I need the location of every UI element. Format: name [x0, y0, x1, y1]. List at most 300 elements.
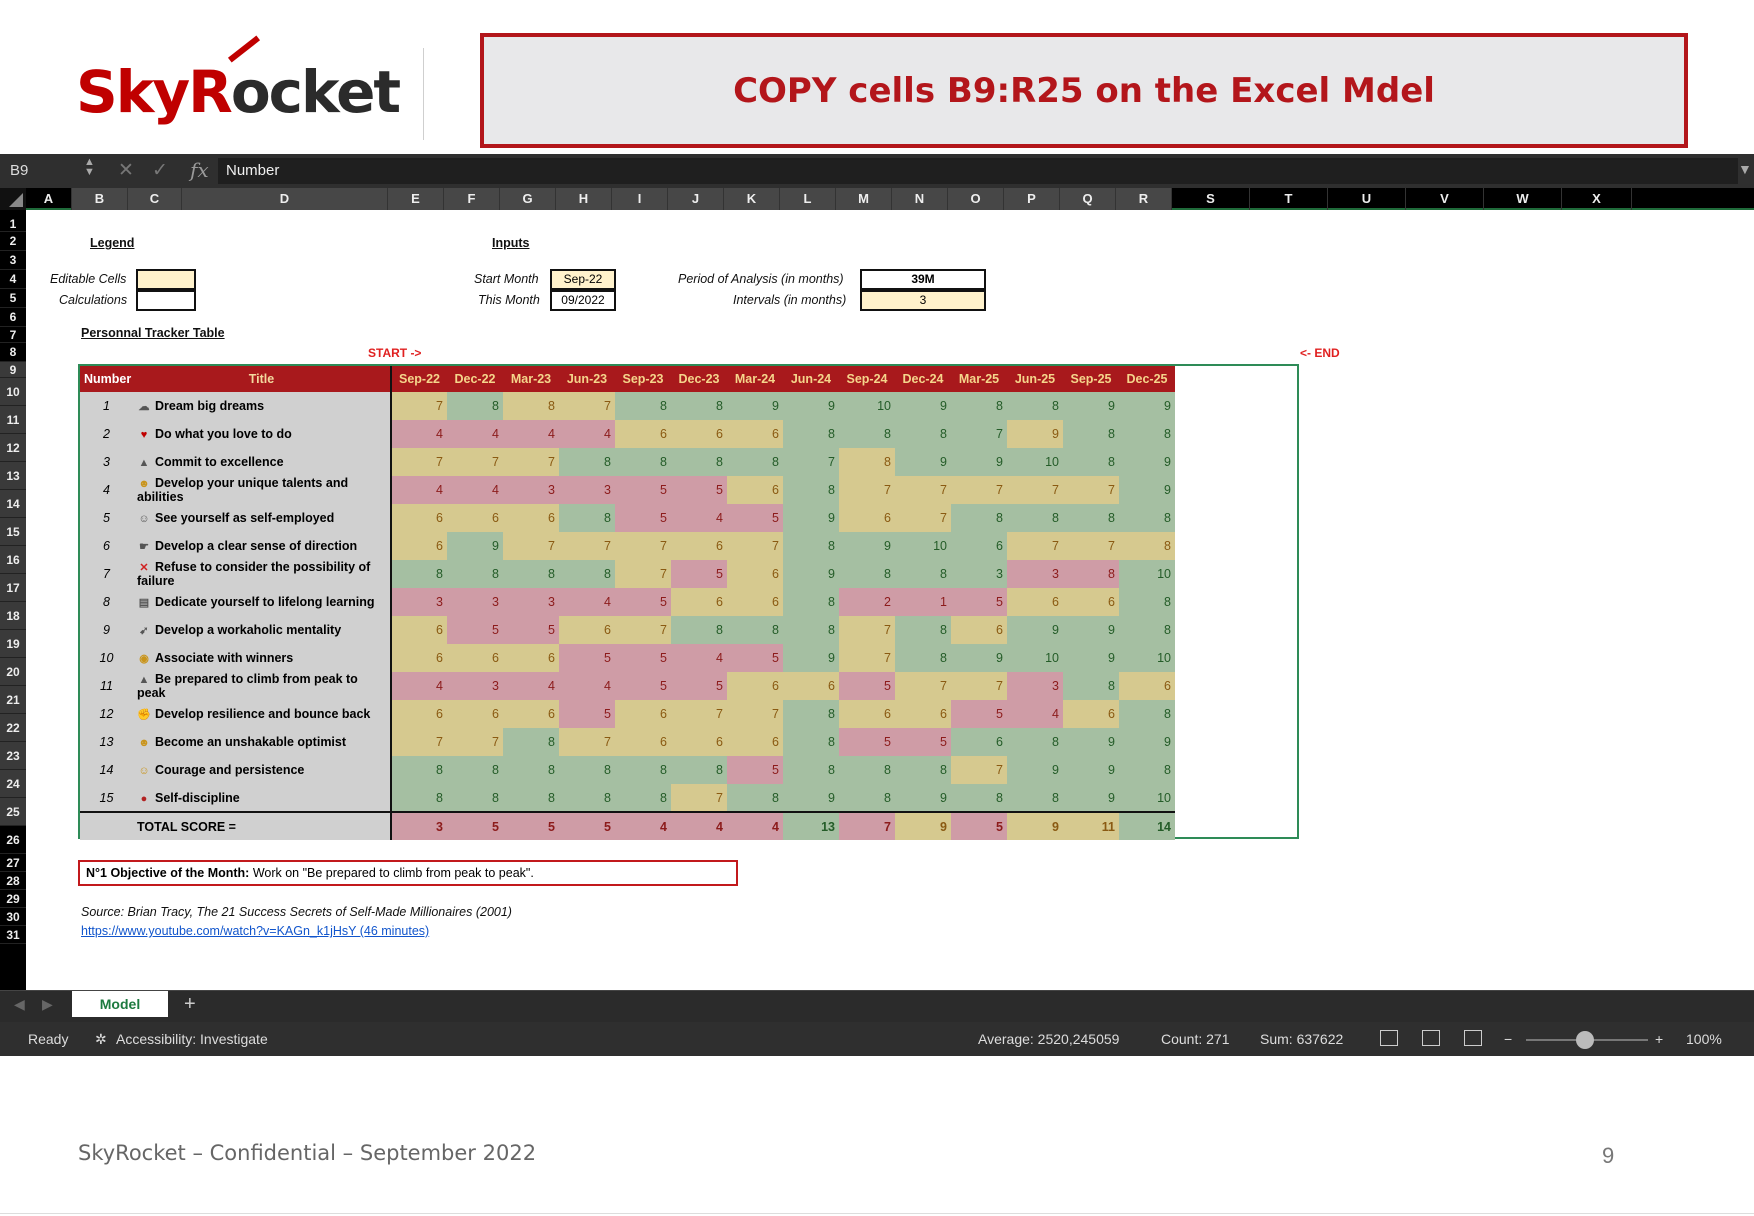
row-title-cell[interactable]	[133, 560, 391, 588]
score-cell[interactable]: 8	[559, 560, 615, 588]
score-cell[interactable]: 6	[783, 672, 839, 700]
score-cell[interactable]: 6	[727, 588, 783, 616]
namebox-stepper-icon[interactable]: ▲ ▼	[84, 156, 95, 178]
accessibility-icon[interactable]: ✲	[95, 1031, 107, 1047]
score-cell[interactable]: 5	[727, 756, 783, 784]
total-score-cell[interactable]: 4	[671, 812, 727, 840]
sheet-tab-model[interactable]: Model	[72, 991, 168, 1017]
column-header-b[interactable]: B	[72, 188, 128, 210]
column-header-n[interactable]: N	[892, 188, 948, 210]
score-cell[interactable]: 7	[391, 392, 447, 420]
score-cell[interactable]: 8	[503, 392, 559, 420]
score-cell[interactable]: 8	[559, 504, 615, 532]
score-cell[interactable]: 6	[503, 644, 559, 672]
score-cell[interactable]: 9	[895, 784, 951, 812]
score-cell[interactable]: 5	[671, 476, 727, 504]
score-cell[interactable]: 8	[671, 392, 727, 420]
score-cell[interactable]: 10	[1119, 644, 1175, 672]
score-cell[interactable]: 8	[391, 784, 447, 812]
column-header-v[interactable]: V	[1406, 188, 1484, 210]
score-cell[interactable]: 3	[1007, 560, 1063, 588]
row-header-20[interactable]: 20	[0, 658, 26, 686]
score-cell[interactable]: 8	[1007, 784, 1063, 812]
score-cell[interactable]: 7	[615, 616, 671, 644]
score-cell[interactable]: 7	[671, 784, 727, 812]
score-cell[interactable]: 6	[727, 560, 783, 588]
score-cell[interactable]: 8	[671, 448, 727, 476]
row-header-5[interactable]: 5	[0, 289, 26, 308]
score-cell[interactable]: 6	[671, 728, 727, 756]
score-cell[interactable]: 3	[559, 476, 615, 504]
row-title-cell[interactable]	[133, 532, 391, 560]
score-cell[interactable]: 8	[783, 728, 839, 756]
score-cell[interactable]: 6	[727, 476, 783, 504]
score-cell[interactable]: 8	[783, 476, 839, 504]
score-cell[interactable]: 6	[391, 644, 447, 672]
column-header-x[interactable]: X	[1562, 188, 1632, 210]
score-cell[interactable]: 9	[1063, 784, 1119, 812]
total-score-cell[interactable]: 5	[559, 812, 615, 840]
score-cell[interactable]: 2	[839, 588, 895, 616]
score-cell[interactable]: 7	[951, 756, 1007, 784]
score-cell[interactable]: 9	[783, 560, 839, 588]
score-cell[interactable]: 5	[559, 700, 615, 728]
score-cell[interactable]: 8	[783, 756, 839, 784]
score-cell[interactable]: 8	[1063, 504, 1119, 532]
score-cell[interactable]: 4	[671, 644, 727, 672]
row-header-3[interactable]: 3	[0, 251, 26, 270]
score-cell[interactable]: 3	[503, 588, 559, 616]
score-cell[interactable]: 5	[895, 728, 951, 756]
row-number[interactable]: 1	[80, 392, 133, 420]
total-score-cell[interactable]: 11	[1063, 812, 1119, 840]
column-header-m[interactable]: M	[836, 188, 892, 210]
score-cell[interactable]: 7	[951, 476, 1007, 504]
score-cell[interactable]: 6	[1007, 588, 1063, 616]
status-accessibility[interactable]: Accessibility: Investigate	[116, 1031, 268, 1047]
score-cell[interactable]: 8	[839, 448, 895, 476]
cancel-icon[interactable]: ✕	[118, 160, 134, 181]
score-cell[interactable]: 8	[895, 644, 951, 672]
score-cell[interactable]: 5	[727, 644, 783, 672]
score-cell[interactable]: 8	[503, 784, 559, 812]
score-cell[interactable]: 9	[1007, 420, 1063, 448]
score-cell[interactable]: 8	[783, 532, 839, 560]
row-header-7[interactable]: 7	[0, 327, 26, 343]
score-cell[interactable]: 8	[559, 784, 615, 812]
row-title-cell[interactable]	[133, 476, 391, 504]
score-cell[interactable]: 6	[615, 420, 671, 448]
row-title-cell[interactable]	[133, 700, 391, 728]
prev-sheet-icon[interactable]: ◀	[14, 996, 25, 1012]
score-cell[interactable]: 5	[615, 588, 671, 616]
score-cell[interactable]: 3	[951, 560, 1007, 588]
zoom-in-icon[interactable]: +	[1655, 1031, 1664, 1047]
score-cell[interactable]: 8	[783, 700, 839, 728]
score-cell[interactable]: 9	[1063, 392, 1119, 420]
score-cell[interactable]: 8	[1007, 504, 1063, 532]
score-cell[interactable]: 8	[1063, 420, 1119, 448]
score-cell[interactable]: 8	[447, 392, 503, 420]
row-title-cell[interactable]	[133, 504, 391, 532]
zoom-level[interactable]: 100%	[1686, 1031, 1722, 1047]
row-header-16[interactable]: 16	[0, 546, 26, 574]
score-cell[interactable]: 8	[671, 756, 727, 784]
score-cell[interactable]: 9	[1007, 756, 1063, 784]
score-cell[interactable]: 6	[1063, 588, 1119, 616]
score-cell[interactable]: 4	[391, 672, 447, 700]
score-cell[interactable]: 6	[727, 728, 783, 756]
score-cell[interactable]: 7	[951, 672, 1007, 700]
score-cell[interactable]: 9	[783, 504, 839, 532]
tracker-table-selection[interactable]	[78, 364, 1299, 839]
column-header-e[interactable]: E	[388, 188, 444, 210]
zoom-out-icon[interactable]: −	[1504, 1031, 1513, 1047]
score-cell[interactable]: 7	[559, 392, 615, 420]
score-cell[interactable]: 9	[895, 392, 951, 420]
select-all-corner[interactable]	[0, 188, 26, 210]
row-header-6[interactable]: 6	[0, 308, 26, 327]
score-cell[interactable]: 5	[839, 672, 895, 700]
score-cell[interactable]: 9	[951, 644, 1007, 672]
score-cell[interactable]: 9	[1119, 728, 1175, 756]
row-header-13[interactable]: 13	[0, 462, 26, 490]
score-cell[interactable]: 8	[615, 392, 671, 420]
score-cell[interactable]: 6	[727, 672, 783, 700]
score-cell[interactable]: 8	[895, 616, 951, 644]
row-header-4[interactable]: 4	[0, 270, 26, 289]
column-header-u[interactable]: U	[1328, 188, 1406, 210]
score-cell[interactable]: 8	[503, 560, 559, 588]
score-cell[interactable]: 8	[895, 756, 951, 784]
score-cell[interactable]: 8	[615, 448, 671, 476]
score-cell[interactable]: 3	[391, 588, 447, 616]
score-cell[interactable]: 7	[559, 728, 615, 756]
score-cell[interactable]: 1	[895, 588, 951, 616]
row-header-10[interactable]: 10	[0, 378, 26, 406]
score-cell[interactable]: 3	[1007, 672, 1063, 700]
row-header-1[interactable]: 1	[0, 216, 26, 232]
score-cell[interactable]: 6	[727, 420, 783, 448]
score-cell[interactable]: 5	[671, 672, 727, 700]
score-cell[interactable]: 7	[1007, 476, 1063, 504]
page-layout-view-icon[interactable]	[1422, 1030, 1440, 1046]
score-cell[interactable]: 8	[1119, 504, 1175, 532]
score-cell[interactable]: 7	[895, 672, 951, 700]
score-cell[interactable]: 9	[895, 448, 951, 476]
score-cell[interactable]: 5	[671, 560, 727, 588]
score-cell[interactable]: 7	[727, 532, 783, 560]
row-title-cell[interactable]	[133, 588, 391, 616]
score-cell[interactable]: 8	[503, 728, 559, 756]
row-header-22[interactable]: 22	[0, 714, 26, 742]
score-cell[interactable]: 6	[951, 728, 1007, 756]
row-number[interactable]: 15	[80, 784, 133, 812]
total-score-cell[interactable]: 5	[951, 812, 1007, 840]
score-cell[interactable]: 5	[615, 644, 671, 672]
score-cell[interactable]: 6	[671, 420, 727, 448]
row-number[interactable]: 11	[80, 672, 133, 700]
score-cell[interactable]: 7	[783, 448, 839, 476]
score-cell[interactable]: 7	[839, 476, 895, 504]
score-cell[interactable]: 5	[839, 728, 895, 756]
score-cell[interactable]: 8	[895, 560, 951, 588]
score-cell[interactable]: 3	[447, 672, 503, 700]
score-cell[interactable]: 8	[1119, 420, 1175, 448]
column-header-a[interactable]: A	[26, 188, 72, 210]
sheet-grid[interactable]	[26, 210, 1754, 990]
next-sheet-icon[interactable]: ▶	[42, 996, 53, 1012]
column-header-i[interactable]: I	[612, 188, 668, 210]
score-cell[interactable]: 8	[839, 420, 895, 448]
row-header-9[interactable]: 9	[0, 362, 26, 378]
score-cell[interactable]: 7	[503, 532, 559, 560]
column-header-t[interactable]: T	[1250, 188, 1328, 210]
score-cell[interactable]: 9	[1007, 616, 1063, 644]
score-cell[interactable]: 4	[503, 420, 559, 448]
score-cell[interactable]: 9	[1063, 728, 1119, 756]
score-cell[interactable]: 8	[783, 616, 839, 644]
row-header-2[interactable]: 2	[0, 232, 26, 251]
add-sheet-icon[interactable]: +	[184, 993, 196, 1015]
column-header-g[interactable]: G	[500, 188, 556, 210]
score-cell[interactable]: 5	[615, 672, 671, 700]
score-cell[interactable]: 5	[615, 476, 671, 504]
score-cell[interactable]: 8	[1119, 616, 1175, 644]
score-cell[interactable]: 6	[447, 504, 503, 532]
score-cell[interactable]: 8	[951, 784, 1007, 812]
score-cell[interactable]: 9	[783, 644, 839, 672]
row-title-cell[interactable]	[133, 616, 391, 644]
row-header-21[interactable]: 21	[0, 686, 26, 714]
column-header-f[interactable]: F	[444, 188, 500, 210]
normal-view-icon[interactable]	[1380, 1030, 1398, 1046]
score-cell[interactable]: 6	[615, 728, 671, 756]
score-cell[interactable]: 9	[1063, 644, 1119, 672]
score-cell[interactable]: 10	[1119, 560, 1175, 588]
score-cell[interactable]: 8	[447, 756, 503, 784]
score-cell[interactable]: 8	[783, 420, 839, 448]
score-cell[interactable]: 10	[895, 532, 951, 560]
column-header-d[interactable]: D	[182, 188, 388, 210]
row-header-31[interactable]: 31	[0, 926, 26, 944]
score-cell[interactable]: 8	[615, 756, 671, 784]
score-cell[interactable]: 10	[1007, 448, 1063, 476]
score-cell[interactable]: 4	[391, 476, 447, 504]
row-header-28[interactable]: 28	[0, 872, 26, 890]
score-cell[interactable]: 8	[727, 616, 783, 644]
score-cell[interactable]: 5	[951, 588, 1007, 616]
score-cell[interactable]: 8	[559, 756, 615, 784]
score-cell[interactable]: 6	[391, 532, 447, 560]
row-title-cell[interactable]	[133, 392, 391, 420]
total-score-cell[interactable]: 9	[1007, 812, 1063, 840]
score-cell[interactable]: 9	[1063, 756, 1119, 784]
total-score-cell[interactable]: 4	[727, 812, 783, 840]
row-number[interactable]: 8	[80, 588, 133, 616]
column-header-s[interactable]: S	[1172, 188, 1250, 210]
score-cell[interactable]: 6	[503, 700, 559, 728]
score-cell[interactable]: 6	[559, 616, 615, 644]
score-cell[interactable]: 6	[951, 532, 1007, 560]
score-cell[interactable]: 10	[839, 392, 895, 420]
score-cell[interactable]: 6	[951, 616, 1007, 644]
score-cell[interactable]: 6	[1063, 700, 1119, 728]
score-cell[interactable]: 6	[839, 504, 895, 532]
score-cell[interactable]: 6	[447, 644, 503, 672]
column-header-c[interactable]: C	[128, 188, 182, 210]
row-title-cell[interactable]	[133, 672, 391, 700]
score-cell[interactable]: 7	[615, 532, 671, 560]
score-cell[interactable]: 6	[895, 700, 951, 728]
total-score-cell[interactable]: 5	[447, 812, 503, 840]
score-cell[interactable]: 4	[503, 672, 559, 700]
score-cell[interactable]: 5	[559, 644, 615, 672]
score-cell[interactable]: 8	[1119, 700, 1175, 728]
score-cell[interactable]: 5	[447, 616, 503, 644]
row-header-29[interactable]: 29	[0, 890, 26, 908]
row-number[interactable]: 2	[80, 420, 133, 448]
row-header-30[interactable]: 30	[0, 908, 26, 926]
score-cell[interactable]: 8	[1007, 728, 1063, 756]
score-cell[interactable]: 7	[839, 644, 895, 672]
score-cell[interactable]: 8	[1063, 560, 1119, 588]
score-cell[interactable]: 8	[615, 784, 671, 812]
score-cell[interactable]: 3	[503, 476, 559, 504]
score-cell[interactable]: 5	[727, 504, 783, 532]
row-number[interactable]: 6	[80, 532, 133, 560]
total-score-cell[interactable]: 13	[783, 812, 839, 840]
row-header-12[interactable]: 12	[0, 434, 26, 462]
total-score-cell[interactable]: 4	[615, 812, 671, 840]
score-cell[interactable]: 6	[391, 616, 447, 644]
score-cell[interactable]: 7	[727, 700, 783, 728]
zoom-slider-knob[interactable]	[1576, 1031, 1594, 1049]
score-cell[interactable]: 9	[1063, 616, 1119, 644]
score-cell[interactable]: 8	[391, 560, 447, 588]
row-title-cell[interactable]	[133, 756, 391, 784]
row-number[interactable]: 13	[80, 728, 133, 756]
column-header-h[interactable]: H	[556, 188, 612, 210]
score-cell[interactable]: 8	[951, 392, 1007, 420]
score-cell[interactable]: 9	[1119, 448, 1175, 476]
total-score-cell[interactable]: 9	[895, 812, 951, 840]
column-header-o[interactable]: O	[948, 188, 1004, 210]
score-cell[interactable]: 8	[783, 588, 839, 616]
score-cell[interactable]: 5	[503, 616, 559, 644]
row-number[interactable]: 14	[80, 756, 133, 784]
score-cell[interactable]: 4	[671, 504, 727, 532]
column-header-k[interactable]: K	[724, 188, 780, 210]
score-cell[interactable]: 7	[1063, 532, 1119, 560]
score-cell[interactable]: 7	[615, 560, 671, 588]
score-cell[interactable]: 7	[559, 532, 615, 560]
score-cell[interactable]: 7	[951, 420, 1007, 448]
score-cell[interactable]: 7	[671, 700, 727, 728]
row-header-11[interactable]: 11	[0, 406, 26, 434]
score-cell[interactable]: 7	[391, 728, 447, 756]
score-cell[interactable]: 8	[559, 448, 615, 476]
score-cell[interactable]: 8	[839, 560, 895, 588]
column-header-p[interactable]: P	[1004, 188, 1060, 210]
score-cell[interactable]: 9	[783, 392, 839, 420]
row-header-14[interactable]: 14	[0, 490, 26, 518]
column-header-w[interactable]: W	[1484, 188, 1562, 210]
row-number[interactable]: 9	[80, 616, 133, 644]
score-cell[interactable]: 6	[447, 700, 503, 728]
row-title-cell[interactable]	[133, 784, 391, 812]
score-cell[interactable]: 8	[1119, 588, 1175, 616]
score-cell[interactable]: 8	[727, 784, 783, 812]
score-cell[interactable]: 6	[391, 700, 447, 728]
total-score-cell[interactable]: 14	[1119, 812, 1175, 840]
score-cell[interactable]: 4	[447, 476, 503, 504]
formula-expand-icon[interactable]: ▼	[1738, 161, 1752, 177]
row-header-17[interactable]: 17	[0, 574, 26, 602]
score-cell[interactable]: 7	[503, 448, 559, 476]
total-score-cell[interactable]: 5	[503, 812, 559, 840]
score-cell[interactable]: 3	[447, 588, 503, 616]
score-cell[interactable]: 8	[391, 756, 447, 784]
row-header-19[interactable]: 19	[0, 630, 26, 658]
row-number[interactable]: 4	[80, 476, 133, 504]
score-cell[interactable]: 8	[1007, 392, 1063, 420]
column-header-l[interactable]: L	[780, 188, 836, 210]
score-cell[interactable]: 6	[615, 700, 671, 728]
score-cell[interactable]: 9	[1119, 392, 1175, 420]
source-link[interactable]: https://www.youtube.com/watch?v=KAGn_k1jHsY (46 minutes)	[81, 924, 430, 938]
score-cell[interactable]: 7	[1007, 532, 1063, 560]
score-cell[interactable]: 9	[951, 448, 1007, 476]
score-cell[interactable]: 8	[951, 504, 1007, 532]
score-cell[interactable]: 6	[391, 504, 447, 532]
score-cell[interactable]: 8	[1119, 532, 1175, 560]
score-cell[interactable]: 10	[1119, 784, 1175, 812]
score-cell[interactable]: 7	[839, 616, 895, 644]
row-header-23[interactable]: 23	[0, 742, 26, 770]
score-cell[interactable]: 6	[1119, 672, 1175, 700]
row-header-25[interactable]: 25	[0, 798, 26, 826]
score-cell[interactable]: 10	[1007, 644, 1063, 672]
score-cell[interactable]: 6	[839, 700, 895, 728]
score-cell[interactable]: 8	[503, 756, 559, 784]
score-cell[interactable]: 8	[727, 448, 783, 476]
column-header-q[interactable]: Q	[1060, 188, 1116, 210]
score-cell[interactable]: 8	[839, 784, 895, 812]
score-cell[interactable]: 7	[895, 504, 951, 532]
row-title-cell[interactable]	[133, 448, 391, 476]
score-cell[interactable]: 9	[447, 532, 503, 560]
row-number[interactable]: 10	[80, 644, 133, 672]
row-header-8[interactable]: 8	[0, 343, 26, 362]
fx-icon[interactable]: fx	[190, 158, 209, 182]
total-score-cell[interactable]: 3	[391, 812, 447, 840]
score-cell[interactable]: 7	[1063, 476, 1119, 504]
score-cell[interactable]: 9	[727, 392, 783, 420]
row-header-15[interactable]: 15	[0, 518, 26, 546]
score-cell[interactable]: 8	[447, 560, 503, 588]
score-cell[interactable]: 5	[951, 700, 1007, 728]
score-cell[interactable]: 9	[783, 784, 839, 812]
row-header-24[interactable]: 24	[0, 770, 26, 798]
score-cell[interactable]: 4	[1007, 700, 1063, 728]
score-cell[interactable]: 8	[1063, 672, 1119, 700]
score-cell[interactable]: 4	[559, 588, 615, 616]
score-cell[interactable]: 6	[671, 588, 727, 616]
row-number[interactable]: 7	[80, 560, 133, 588]
name-box[interactable]: B9	[10, 162, 29, 179]
score-cell[interactable]: 7	[447, 728, 503, 756]
